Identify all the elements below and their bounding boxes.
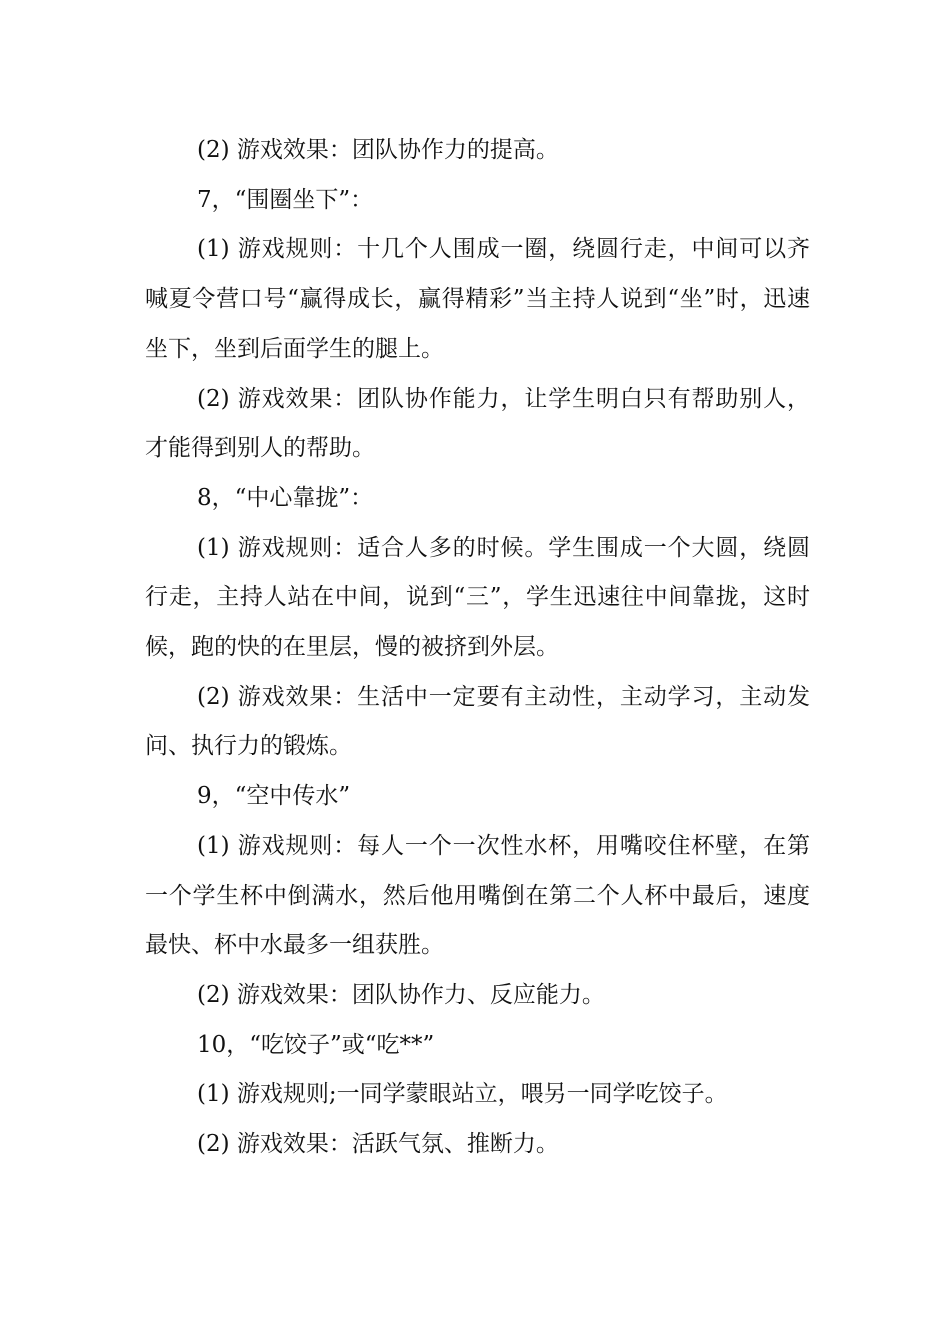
heading-game9: 9，“空中传水” [197,783,351,810]
heading-game7: 7，“围圈坐下”： [197,186,374,213]
paragraph-game8-effect: (2) 游戏效果：生活中一定要有主动性，主动学习，主动发问、执行力的锻炼。 [145,683,810,760]
document-body [145,126,810,1170]
heading-game8: 8，“中心靠拢”： [197,484,374,511]
heading-game10: 10，“吃饺子”或“吃**” [197,1031,435,1058]
paragraph-game7-rules: (1) 游戏规则：十几个人围成一圈，绕圆行走，中间可以齐喊夏令营口号“赢得成长，赢得精彩”当主持人说到“坐”时，迅速坐下，坐到后面学生的腿上。 [145,236,810,362]
paragraph-game8-rules: (1) 游戏规则：适合人多的时候。学生围成一个大圆，绕圆行走，主持人站在中间，说到“三”，学生迅速往中间靠拢，这时候，跑的快的在里层，慢的被挤到外层。 [145,534,810,661]
paragraph-game10-rules: (1) 游戏规则;一同学蒙眼站立，喂另一同学吃饺子。 [197,1081,728,1108]
paragraph-game10-effect: (2) 游戏效果：活跃气氛、推断力。 [197,1131,559,1158]
paragraph-game9-effect: (2) 游戏效果：团队协作力、反应能力。 [197,981,605,1008]
paragraph-game9-rules: (1) 游戏规则：每人一个一次性水杯，用嘴咬住杯壁，在第一个学生杯中倒满水，然后他用嘴倒在第二个人杯中最后，速度最快、杯中水最多一组获胜。 [145,832,810,959]
paragraph-game7-effect: (2) 游戏效果：团队协作能力，让学生明白只有帮助别人，才能得到别人的帮助。 [145,385,810,462]
paragraph-game6-effect: (2) 游戏效果：团队协作力的提高。 [197,137,559,163]
